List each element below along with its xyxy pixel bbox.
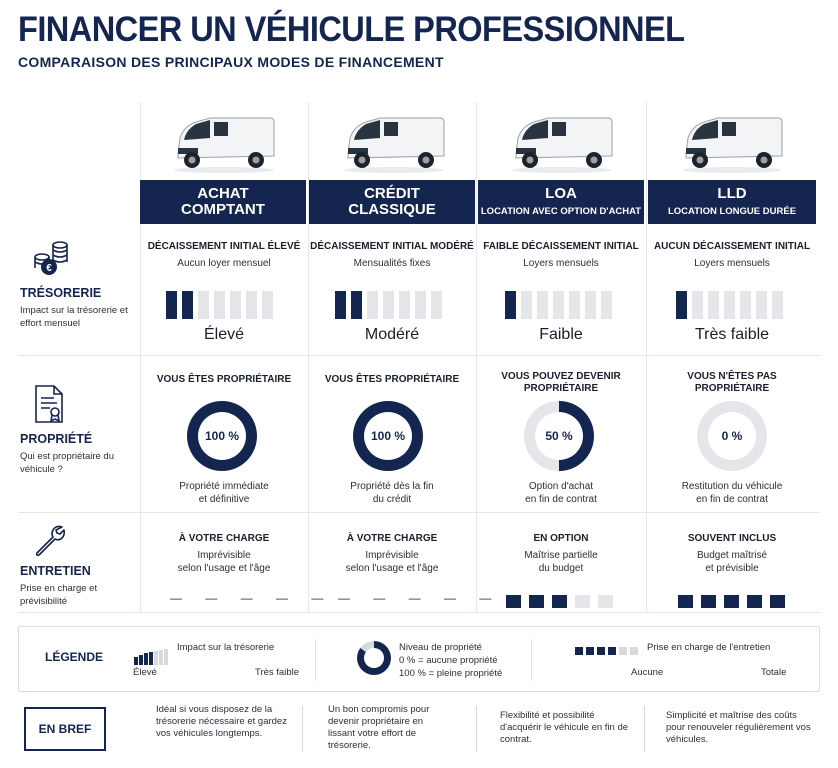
- row-description: Prise en charge et prévisibilité: [20, 583, 98, 607]
- column-header-lld: [648, 180, 816, 224]
- summary-label: EN BREF: [24, 707, 106, 751]
- caption-line: Option d'achat: [528, 481, 594, 492]
- level-bar: [676, 291, 687, 319]
- level-bar: [399, 291, 410, 319]
- grid-divider: [18, 512, 820, 513]
- row-title: ENTRETIEN: [20, 564, 91, 578]
- cell-subtext: du budget: [538, 563, 584, 574]
- entretien-cell-loa: [477, 533, 645, 575]
- maintenance-squares: [506, 595, 613, 608]
- level-square: [678, 595, 693, 608]
- cell-subtext: Maîtrise partielle: [524, 550, 598, 561]
- maintenance-squares: [678, 595, 785, 608]
- cell-subtext: selon l'usage et l'âge: [345, 563, 439, 574]
- ownership-percent: 100 %: [198, 412, 246, 460]
- legend-prop-line2: 100 % = pleine propriété: [399, 668, 503, 679]
- column-subtitle: LOCATION LONGUE DURÉE: [667, 206, 797, 217]
- tresorerie-bars: [166, 291, 273, 319]
- ownership-donut: [187, 401, 257, 471]
- level-square: [575, 595, 590, 608]
- level-bar: [692, 291, 703, 319]
- entretien-cell-credit: [309, 533, 475, 575]
- legend-prop-line1: 0 % = aucune propriété: [399, 655, 498, 666]
- level-bar: [521, 291, 532, 319]
- level-bar: [505, 291, 516, 319]
- cell-heading: EN OPTION: [533, 533, 589, 544]
- level-bar: [708, 291, 719, 319]
- legend-treso-right: Très faible: [255, 667, 299, 678]
- legend-label: LÉGENDE: [45, 650, 104, 664]
- level-bar: [198, 291, 209, 319]
- caption-line: Propriété dès la fin: [350, 481, 434, 492]
- level-bar: [537, 291, 548, 319]
- ownership-donut: [353, 401, 423, 471]
- cell-heading: À VOTRE CHARGE: [178, 533, 270, 544]
- coins-icon: [32, 240, 72, 276]
- row-label-propriete: [20, 432, 130, 476]
- propriete-cell-achat: [141, 374, 307, 386]
- column-title: LLD: [717, 185, 747, 202]
- summary-achat: Idéal si vous disposez de la trésorerie nécessaire et gardez vos véhicules longtemps.: [156, 704, 287, 739]
- ownership-percent: 100 %: [364, 412, 412, 460]
- grid-divider: [18, 612, 820, 613]
- legend-ent-title: Prise en charge de l'entretien: [647, 642, 771, 653]
- column-header-loa: [478, 180, 644, 224]
- legend-treso-left: Élevé: [133, 667, 157, 678]
- level-bar: [214, 291, 225, 319]
- cell-subtext: Mensualités fixes: [353, 258, 431, 269]
- caption-line: et définitive: [198, 494, 250, 505]
- column-header-achat: [140, 180, 306, 224]
- level-bar: [367, 291, 378, 319]
- propriete-cell-lld: [672, 371, 792, 395]
- caption-line: Restitution du véhicule: [681, 481, 783, 492]
- summary-lld: Simplicité et maîtrise des coûts pour renouveler régulièrement vos véhicules.: [666, 710, 811, 745]
- column-title: CRÉDIT: [364, 185, 420, 202]
- grid-divider: [18, 355, 820, 356]
- cell-subtext: Budget maîtrisé: [696, 550, 768, 561]
- propriete-cell-loa: [495, 371, 627, 395]
- row-description: Impact sur la trésorerie et effort mensuel: [20, 305, 128, 329]
- cell-heading: VOUS POUVEZ DEVENIR PROPRIÉTAIRE: [501, 371, 621, 394]
- level-bar: [740, 291, 751, 319]
- caption-line: du crédit: [372, 494, 412, 505]
- column-title: COMPTANT: [181, 201, 265, 218]
- caption-line: en fin de contrat: [525, 494, 597, 505]
- cell-subtext: Loyers mensuels: [694, 258, 770, 269]
- level-bar: [569, 291, 580, 319]
- wrench-icon: [32, 523, 68, 559]
- tresorerie-bars: [505, 291, 612, 319]
- ownership-percent: 0 %: [708, 412, 756, 460]
- van-image: [340, 110, 448, 174]
- column-title: ACHAT: [197, 185, 249, 202]
- column-title: CLASSIQUE: [348, 201, 436, 218]
- level-bar: [230, 291, 241, 319]
- svg-text:€: €: [46, 263, 52, 274]
- legend-ent-left: Aucune: [631, 667, 664, 678]
- van-image: [508, 110, 616, 174]
- propriete-cell-credit: [309, 374, 475, 386]
- summary-credit: Un bon compromis pour devenir propriétaire en lissant votre effort de trésorerie.: [328, 704, 430, 751]
- cell-subtext: Loyers mensuels: [523, 258, 599, 269]
- level-bar: [383, 291, 394, 319]
- cell-heading: FAIBLE DÉCAISSEMENT INITIAL: [483, 241, 639, 252]
- caption-line: en fin de contrat: [696, 494, 768, 505]
- row-title: TRÉSORERIE: [20, 286, 102, 300]
- maintenance-legend-squares: [575, 647, 641, 655]
- level-bar: [585, 291, 596, 319]
- propriete-caption: [477, 480, 645, 506]
- level-bar: [246, 291, 257, 319]
- tresorerie-cell-achat: [141, 241, 307, 270]
- level-square: [552, 595, 567, 608]
- cell-heading: VOUS ÊTES PROPRIÉTAIRE: [156, 374, 292, 385]
- tresorerie-cell-loa: [477, 241, 645, 270]
- level-bar: [182, 291, 193, 319]
- row-label-tresorerie: [20, 286, 130, 330]
- tresorerie-bars: [676, 291, 783, 319]
- document-icon: [32, 384, 68, 424]
- level-square: [598, 595, 613, 608]
- level-bar: [601, 291, 612, 319]
- empty-maintenance-dashes: — — — — —: [170, 591, 334, 605]
- ownership-donut: [697, 401, 767, 471]
- legend-panel: [18, 626, 820, 692]
- level-square: [529, 595, 544, 608]
- cell-subtext: Aucun loyer mensuel: [177, 258, 271, 269]
- column-title: LOA: [545, 185, 577, 202]
- column-header-credit: [309, 180, 475, 224]
- level-bar: [335, 291, 346, 319]
- treso-legend-bars: [134, 649, 172, 665]
- column-subtitle: LOCATION AVEC OPTION D'ACHAT: [480, 206, 642, 217]
- summary-panel: [18, 700, 820, 764]
- level-bar: [415, 291, 426, 319]
- cell-subtext: et prévisible: [705, 563, 759, 574]
- propriete-caption: [141, 480, 307, 506]
- cell-subtext: selon l'usage et l'âge: [177, 563, 271, 574]
- legend-ent-right: Totale: [761, 667, 787, 678]
- level-bar: [262, 291, 273, 319]
- level-bar: [166, 291, 177, 319]
- row-description: Qui est propriétaire du véhicule ?: [20, 451, 114, 475]
- page-subtitle: COMPARAISON DES PRINCIPAUX MODES DE FINANCEMENT: [18, 54, 444, 70]
- tresorerie-level-label: Faible: [539, 326, 583, 343]
- van-image: [170, 110, 278, 174]
- cell-heading: AUCUN DÉCAISSEMENT INITIAL: [653, 241, 811, 252]
- cell-subtext: Imprévisible: [197, 550, 251, 561]
- level-bar: [724, 291, 735, 319]
- cell-heading: DÉCAISSEMENT INITIAL ÉLEVÉ: [147, 241, 301, 252]
- tresorerie-level-label: Modéré: [364, 326, 420, 343]
- tresorerie-level-label: Élevé: [203, 326, 245, 343]
- van-image: [678, 110, 786, 174]
- propriete-caption: [647, 480, 817, 506]
- legend-prop-title: Niveau de propriété: [399, 642, 482, 653]
- propriete-caption: [309, 480, 475, 506]
- cell-heading: VOUS N'ÊTES PAS PROPRIÉTAIRE: [687, 371, 777, 394]
- level-square: [724, 595, 739, 608]
- summary-loa: Flexibilité et possibilité d'acquérir le véhicule en fin de contrat.: [500, 710, 629, 745]
- level-square: [506, 595, 521, 608]
- cell-heading: VOUS ÊTES PROPRIÉTAIRE: [324, 374, 460, 385]
- level-bar: [756, 291, 767, 319]
- level-square: [770, 595, 785, 608]
- ownership-percent: 50 %: [535, 412, 583, 460]
- level-bar: [772, 291, 783, 319]
- row-title: PROPRIÉTÉ: [20, 432, 93, 446]
- tresorerie-cell-lld: [647, 241, 817, 270]
- cell-subtext: Imprévisible: [365, 550, 419, 561]
- ownership-donut: [524, 401, 594, 471]
- level-bar: [553, 291, 564, 319]
- tresorerie-level-label: Très faible: [694, 326, 770, 343]
- entretien-cell-achat: [141, 533, 307, 575]
- cell-heading: À VOTRE CHARGE: [346, 533, 438, 544]
- entretien-cell-lld: [647, 533, 817, 575]
- cell-heading: DÉCAISSEMENT INITIAL MODÉRÉ: [310, 241, 474, 252]
- legend-donut: [357, 641, 391, 675]
- cell-heading: SOUVENT INCLUS: [687, 533, 777, 544]
- row-label-entretien: [20, 564, 130, 608]
- level-square: [701, 595, 716, 608]
- tresorerie-bars: [335, 291, 442, 319]
- level-bar: [431, 291, 442, 319]
- empty-maintenance-dashes: — — — — —: [338, 591, 502, 605]
- caption-line: Propriété immédiate: [179, 481, 269, 492]
- tresorerie-cell-credit: [309, 241, 475, 270]
- level-square: [747, 595, 762, 608]
- page-title: FINANCER UN VÉHICULE PROFESSIONNEL: [18, 10, 685, 49]
- level-bar: [351, 291, 362, 319]
- legend-treso-title: Impact sur la trésorerie: [177, 642, 275, 653]
